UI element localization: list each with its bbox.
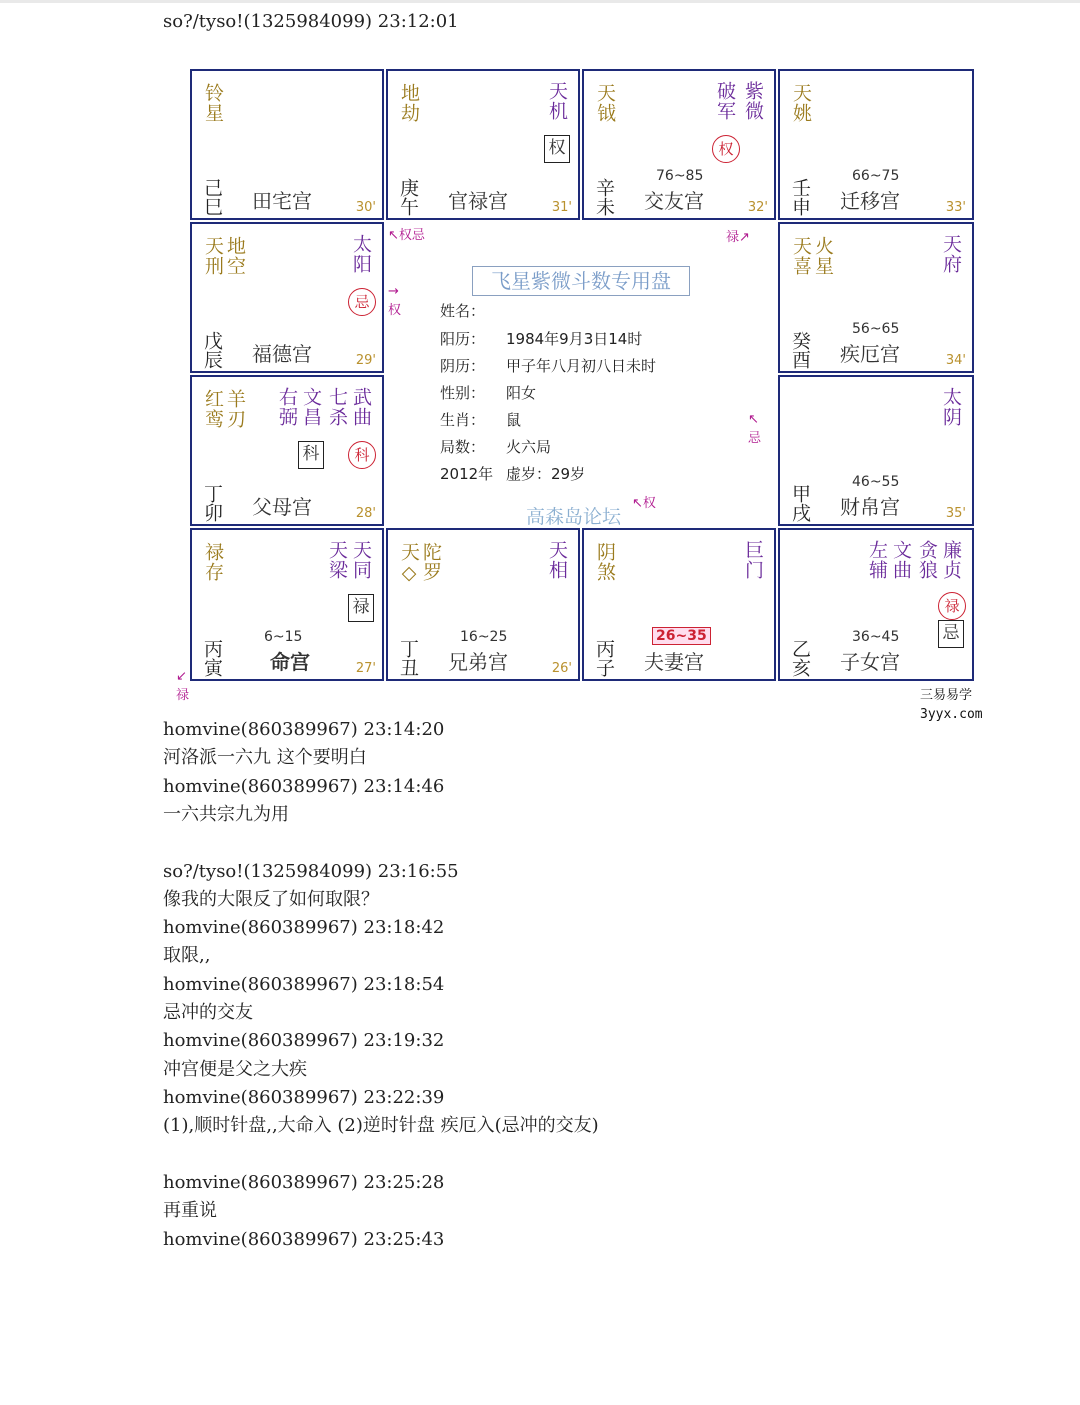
- chat-line: homvine(860389967) 23:19:32: [163, 1030, 445, 1051]
- chat-line: 一六共宗九为用: [163, 804, 289, 825]
- palace-fude: 福德宫: [252, 342, 312, 366]
- arrow-glyph: →: [388, 284, 399, 299]
- star-youbi: 右弼: [276, 387, 298, 427]
- chat-line: homvine(860389967) 23:18:42: [163, 917, 445, 938]
- info-value-ju: 火六局: [506, 438, 552, 456]
- palace-qianyi: 迁移宫: [840, 189, 900, 213]
- age-range: 66~75: [852, 168, 900, 184]
- star-yangren: 羊刃: [224, 389, 246, 429]
- star-qisha: 七杀: [326, 387, 348, 427]
- stem-wei: 辛未: [593, 178, 615, 216]
- cell-wu: [386, 69, 580, 220]
- degree: 32': [747, 200, 768, 215]
- stem-you: 癸酉: [789, 331, 811, 369]
- age-range: 46~55: [852, 474, 900, 490]
- star-zuofu: 左辅: [866, 540, 888, 580]
- chat-line: homvine(860389967) 23:14:20: [163, 719, 445, 740]
- degree: 29': [355, 353, 376, 368]
- age-range: 56~65: [852, 321, 900, 337]
- chat-line: homvine(860389967) 23:18:54: [163, 974, 445, 995]
- degree: 28': [355, 506, 376, 521]
- star-taiyin: 太阴: [940, 387, 962, 427]
- stem-wu: 庚午: [397, 178, 419, 216]
- cell-si: [190, 69, 384, 220]
- chat-line: homvine(860389967) 23:22:39: [163, 1087, 445, 1108]
- degree: 27': [355, 661, 376, 676]
- star-tianfu: 天府: [940, 234, 962, 274]
- arrow-label: 权忌: [398, 228, 425, 243]
- age-range: 6~15: [264, 629, 303, 645]
- arrow-lu-top: [726, 226, 750, 245]
- arrow-ji-right: [748, 412, 761, 446]
- lu-circle-mark: 禄: [938, 592, 966, 620]
- stem-hai: 乙亥: [789, 639, 811, 677]
- stem-xu: 甲戌: [789, 484, 811, 522]
- arrow-label: 忌: [748, 431, 762, 446]
- star-tian: 天◇: [398, 542, 420, 585]
- stem-zi: 丙子: [593, 639, 615, 677]
- star-lingxing: 铃星: [202, 83, 224, 123]
- star-tuoluo: 陀罗: [420, 542, 442, 582]
- palace-ming: 命宫: [270, 650, 310, 674]
- star-lucun: 禄存: [202, 542, 224, 582]
- info-value-lunar: 甲子年八月初八日未时: [506, 357, 657, 375]
- chat-line: (1),顺时针盘,,大命入 (2)逆时针盘 疾厄入(忌冲的交友): [163, 1115, 599, 1136]
- stem-shen: 壬申: [789, 178, 811, 216]
- arrow-glyph: ↙: [176, 669, 187, 684]
- palace-jiaoyou: 交友宫: [644, 189, 704, 213]
- info-label-name: 姓名：: [440, 302, 486, 320]
- center-panel: [386, 222, 778, 528]
- star-ziwei: 紫微: [742, 81, 764, 121]
- cell-you: [778, 222, 974, 373]
- top-rule: [0, 0, 1080, 3]
- ke-circle-mark: 科: [348, 441, 376, 469]
- quan-circle-mark: 权: [712, 135, 740, 163]
- palace-xiongdi: 兄弟宫: [448, 650, 508, 674]
- age-range: 76~85: [656, 168, 704, 184]
- arrow-lu-bottom-left: [176, 669, 189, 703]
- star-huoxing: 火星: [812, 236, 834, 276]
- ji-circle-mark: 忌: [348, 288, 376, 316]
- stem-chou: 丁丑: [397, 639, 419, 677]
- header-line: so?/tyso!(1325984099) 23:12:01: [163, 11, 459, 32]
- chat-line: homvine(860389967) 23:25:28: [163, 1172, 445, 1193]
- arrow-label: 权: [388, 303, 402, 318]
- info-label-year: 2012年: [440, 465, 494, 483]
- arrow-glyph: ↖: [388, 228, 399, 243]
- chat-line: 取限,,: [163, 945, 211, 966]
- age-range: 36~45: [852, 629, 900, 645]
- cell-zi: [582, 528, 776, 681]
- cell-chen: [190, 222, 384, 373]
- arrow-glyph: ↗: [739, 230, 750, 245]
- star-yinsha: 阴煞: [594, 542, 616, 582]
- info-value-solar: 1984年9月3日14时: [506, 330, 643, 348]
- star-lianzhen: 廉贞: [940, 540, 962, 580]
- chat-line: homvine(860389967) 23:14:46: [163, 776, 445, 797]
- palace-fuqi: 夫妻宫: [644, 650, 704, 674]
- chat-line: 河洛派一六九 这个要明白: [163, 747, 367, 768]
- star-hongluan: 红鸾: [202, 389, 224, 429]
- palace-fumu: 父母宫: [252, 495, 312, 519]
- lu-square-mark: 禄: [348, 594, 374, 622]
- degree: 35': [945, 506, 966, 521]
- star-tianyue: 天钺: [594, 83, 616, 123]
- star-tianliang: 天梁: [326, 540, 348, 580]
- star-pojun: 破军: [714, 81, 736, 121]
- arrow-quan-bottom: [632, 492, 656, 511]
- age-range-current: 26~35: [652, 627, 711, 645]
- cell-yin: [190, 528, 384, 681]
- stem-mao: 丁卯: [201, 484, 223, 522]
- star-dikong: 地空: [224, 236, 246, 276]
- degree: 33': [945, 200, 966, 215]
- star-tianxiang: 天相: [546, 540, 568, 580]
- stem-si: 己巳: [201, 178, 223, 216]
- degree: 30': [355, 200, 376, 215]
- degree: 31': [551, 200, 572, 215]
- palace-guanlu: 官禄宫: [448, 189, 508, 213]
- degree: 34': [945, 353, 966, 368]
- info-value-zodiac: 鼠: [506, 411, 522, 429]
- arrow-label: 禄: [176, 688, 190, 703]
- star-tianxi: 天喜: [790, 236, 812, 276]
- info-value-year: 虚岁：29岁: [506, 465, 586, 483]
- info-label-gender: 性别：: [440, 384, 486, 402]
- star-taiyang: 太阳: [350, 234, 372, 274]
- forum-name: 高森岛论坛: [526, 506, 622, 528]
- cell-chou: [386, 528, 580, 681]
- quan-square-mark: 权: [544, 135, 570, 163]
- ke-square-mark: 科: [298, 441, 324, 469]
- cell-xu: [778, 375, 974, 526]
- watermark-url: 3yyx.com: [920, 707, 983, 722]
- info-value-gender: 阳女: [506, 384, 537, 402]
- stem-yin: 丙寅: [201, 639, 223, 677]
- info-label-lunar: 阴历：: [440, 357, 486, 375]
- cell-shen: [778, 69, 974, 220]
- watermark-cn: 三易易学: [920, 688, 973, 703]
- chat-line: 像我的大限反了如何取限？: [163, 889, 379, 910]
- arrow-glyph: ↖: [632, 496, 643, 511]
- age-range: 16~25: [460, 629, 508, 645]
- arrow-label: 权: [642, 496, 656, 511]
- star-tanlang: 贪狼: [916, 540, 938, 580]
- star-dijie: 地劫: [398, 83, 420, 123]
- arrow-quanji: [388, 224, 425, 243]
- info-label-zodiac: 生肖：: [440, 411, 486, 429]
- star-wuqu: 武曲: [350, 387, 372, 427]
- ji-square-mark: 忌: [938, 620, 964, 648]
- palace-caibo: 财帛宫: [840, 495, 900, 519]
- info-label-ju: 局数：: [440, 438, 486, 456]
- chat-line: homvine(860389967) 23:25:43: [163, 1229, 445, 1250]
- chat-line: 冲宫便是父之大疾: [163, 1059, 307, 1080]
- palace-jie: 疾厄宫: [840, 342, 900, 366]
- cell-hai: [778, 528, 974, 681]
- arrow-label: 禄: [726, 230, 740, 245]
- star-wenchang: 文昌: [300, 387, 322, 427]
- stem-chen: 戊辰: [201, 331, 223, 369]
- cell-wei: [582, 69, 776, 220]
- star-tianyao: 天姚: [790, 83, 812, 123]
- star-tianxing: 天刑: [202, 236, 224, 276]
- star-tianji: 天机: [546, 81, 568, 121]
- star-wenqu: 文曲: [890, 540, 912, 580]
- palace-zinv: 子女宫: [840, 650, 900, 674]
- chat-line: 再重说: [163, 1200, 217, 1221]
- star-tiantong: 天同: [350, 540, 372, 580]
- palace-tianzhai: 田宅宫: [252, 189, 312, 213]
- star-jumen: 巨门: [742, 540, 764, 580]
- arrow-quan-left: [388, 284, 401, 318]
- cell-mao: [190, 375, 384, 526]
- degree: 26': [551, 661, 572, 676]
- chat-line: so?/tyso!(1325984099) 23:16:55: [163, 861, 459, 882]
- chat-line: 忌冲的交友: [163, 1002, 253, 1023]
- arrow-glyph: ↖: [748, 412, 759, 427]
- info-label-solar: 阳历：: [440, 330, 486, 348]
- chart-title: 飞星紫微斗数专用盘: [472, 266, 690, 296]
